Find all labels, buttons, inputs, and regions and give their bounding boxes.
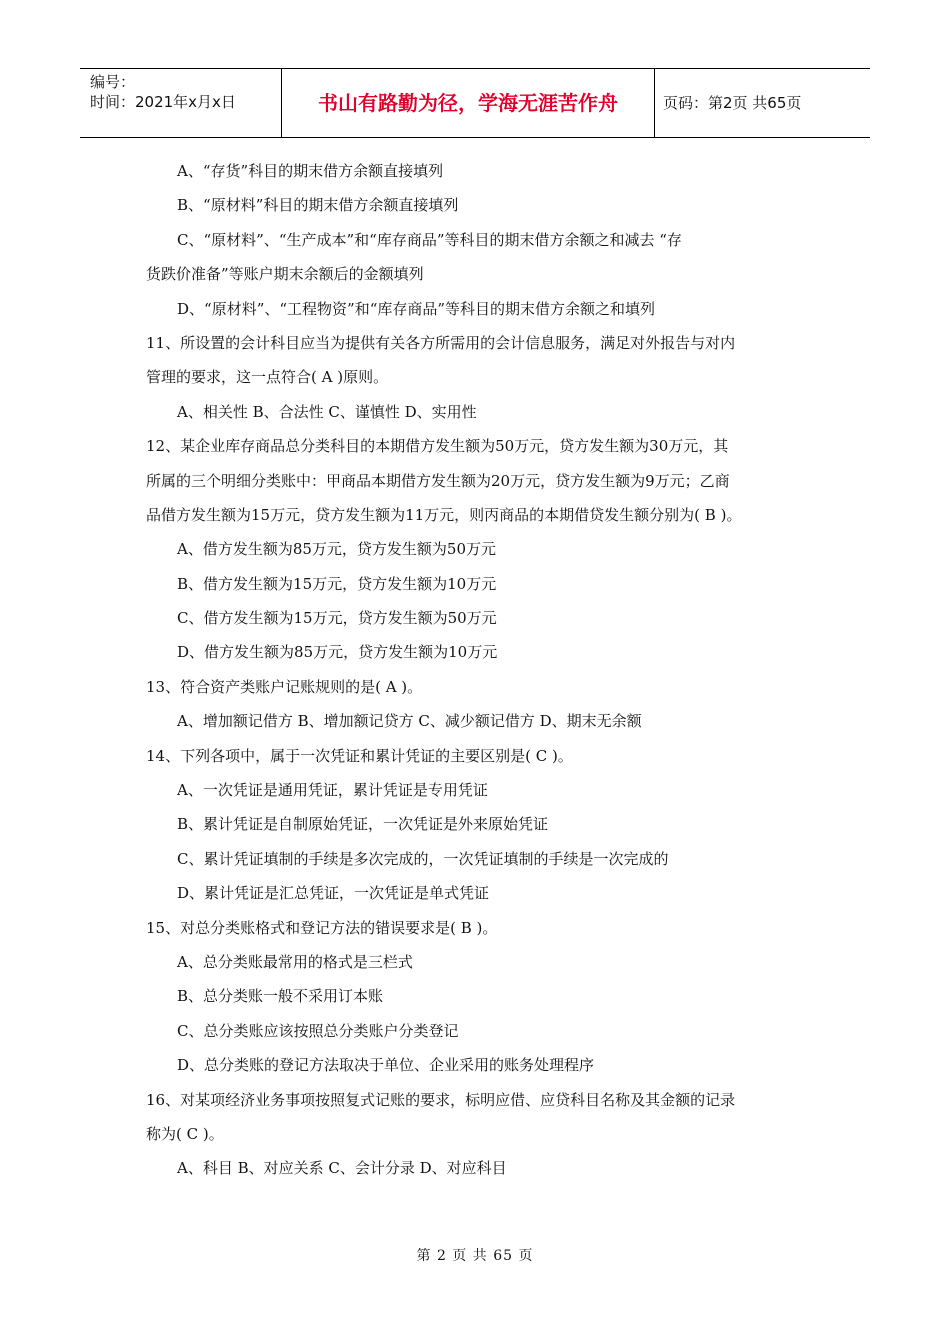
option-line: D、累计凭证是汇总凭证，一次凭证是单式凭证 — [177, 884, 490, 903]
question-text: 12、某企业库存商品总分类科目的本期借方发生额为50万元，贷方发生额为30万元，其 — [146, 437, 729, 456]
question-text: 品借方发生额为15万元，贷方发生额为11万元，则丙商品的本期借贷发生额分别为( B )。 — [146, 505, 742, 524]
question-text: 14、下列各项中，属于一次凭证和累计凭证的主要区别是( C )。 — [146, 746, 573, 765]
time-label: 时间：2021年x月x日 — [90, 93, 236, 111]
option-line: C、总分类账应该按照总分类账户分类登记 — [177, 1021, 459, 1040]
text-line: 货跌价准备”等账户期末余额后的金额填列 — [146, 265, 424, 284]
option-line: C、累计凭证填制的手续是多次完成的，一次凭证填制的手续是一次完成的 — [177, 849, 669, 868]
page-header — [80, 68, 870, 138]
option-line: B、累计凭证是自制原始凭证，一次凭证是外来原始凭证 — [177, 815, 549, 834]
question-text: 管理的要求，这一点符合( A )原则。 — [146, 368, 389, 387]
option-line: A、借方发生额为85万元，贷方发生额为50万元 — [177, 540, 497, 559]
option-line: D、借方发生额为85万元，贷方发生额为10万元 — [177, 643, 498, 662]
option-line: B、总分类账一般不采用订本账 — [177, 987, 384, 1006]
option-line: A、科目 B、对应关系 C、会计分录 D、对应科目 — [177, 1159, 507, 1178]
question-text: 13、符合资产类账户记账规则的是( A )。 — [146, 677, 423, 696]
question-text: 11、所设置的会计科目应当为提供有关各方所需用的会计信息服务，满足对外报告与对内 — [146, 333, 736, 352]
text-line: C、“原材料”、“生产成本”和“库存商品”等科目的期末借方余额之和减去 “存 — [177, 230, 682, 249]
option-line: B、借方发生额为15万元，贷方发生额为10万元 — [177, 574, 497, 593]
question-text: 称为( C )。 — [146, 1124, 224, 1143]
header-meta — [80, 69, 282, 137]
header-page-label: 页码：第2页 共65页 — [663, 94, 802, 112]
header-motto: 书山有路勤为径，学海无涯苦作舟 — [282, 69, 655, 137]
text-line: D、“原材料”、“工程物资”和“库存商品”等科目的期末借方余额之和填列 — [177, 299, 656, 318]
text-line: A、“存货”科目的期末借方余额直接填列 — [177, 162, 444, 180]
number-label: 编号： — [90, 73, 136, 91]
option-line: D、总分类账的登记方法取决于单位、企业采用的账务处理程序 — [177, 1056, 595, 1075]
question-text: 所属的三个明细分类账中：甲商品本期借方发生额为20万元，贷方发生额为9万元；乙商 — [146, 471, 730, 490]
option-line: A、一次凭证是通用凭证，累计凭证是专用凭证 — [177, 781, 488, 800]
text-line: B、“原材料”科目的期末借方余额直接填列 — [177, 196, 459, 215]
document-body — [146, 154, 816, 1186]
option-line: A、相关性 B、合法性 C、谨慎性 D、实用性 — [177, 402, 477, 421]
question-text: 16、对某项经济业务事项按照复式记账的要求，标明应借、应贷科目名称及其金额的记录 — [146, 1090, 736, 1109]
page-footer: 第 2 页 共 65 页 — [416, 1248, 534, 1264]
option-line: C、借方发生额为15万元，贷方发生额为50万元 — [177, 609, 497, 628]
option-line: A、总分类账最常用的格式是三栏式 — [177, 952, 413, 971]
option-line: A、增加额记借方 B、增加额记贷方 C、减少额记借方 D、期末无余额 — [177, 712, 642, 731]
question-text: 15、对总分类账格式和登记方法的错误要求是( B )。 — [146, 918, 498, 937]
